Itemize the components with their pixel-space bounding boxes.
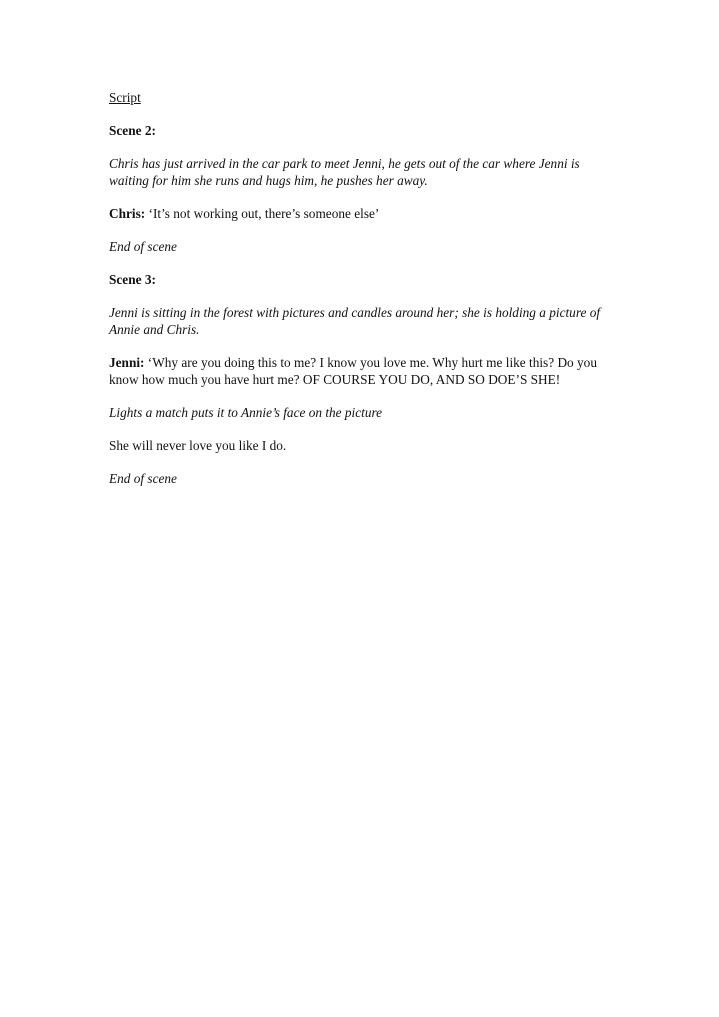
scene-3-end: End of scene (109, 471, 177, 486)
scene-3-dialogue (109, 354, 609, 388)
scene-3-continued-line: She will never love you like I do. (109, 438, 287, 453)
scene-3-stage-direction: Jenni is sitting in the forest with pictures and candles around her; she is holding a picture of Annie and Chris. (109, 305, 601, 337)
chris-line: ‘It’s not working out, there’s someone else’ (145, 206, 380, 221)
speaker-chris: Chris: (109, 206, 146, 221)
document-title: Script (109, 90, 141, 105)
scene-2-dialogue (109, 205, 609, 222)
scene-3-heading: Scene 3: (109, 272, 156, 287)
script-body (109, 89, 609, 503)
scene-2-stage-direction: Chris has just arrived in the car park to meet Jenni, he gets out of the car where Jenni is waiting for him she runs and hugs him, he pushes her away. (109, 156, 580, 188)
jenni-line: ‘Why are you doing this to me? I know you love me. Why hurt me like this? Do you know how much you have hurt me? OF COURSE YOU DO, AND SO DOE’S SHE! (109, 355, 597, 387)
speaker-jenni: Jenni: (109, 355, 145, 370)
scene-2-end: End of scene (109, 239, 177, 254)
scene-3-action: Lights a match puts it to Annie’s face on the picture (109, 405, 383, 420)
scene-2-heading: Scene 2: (109, 123, 156, 138)
